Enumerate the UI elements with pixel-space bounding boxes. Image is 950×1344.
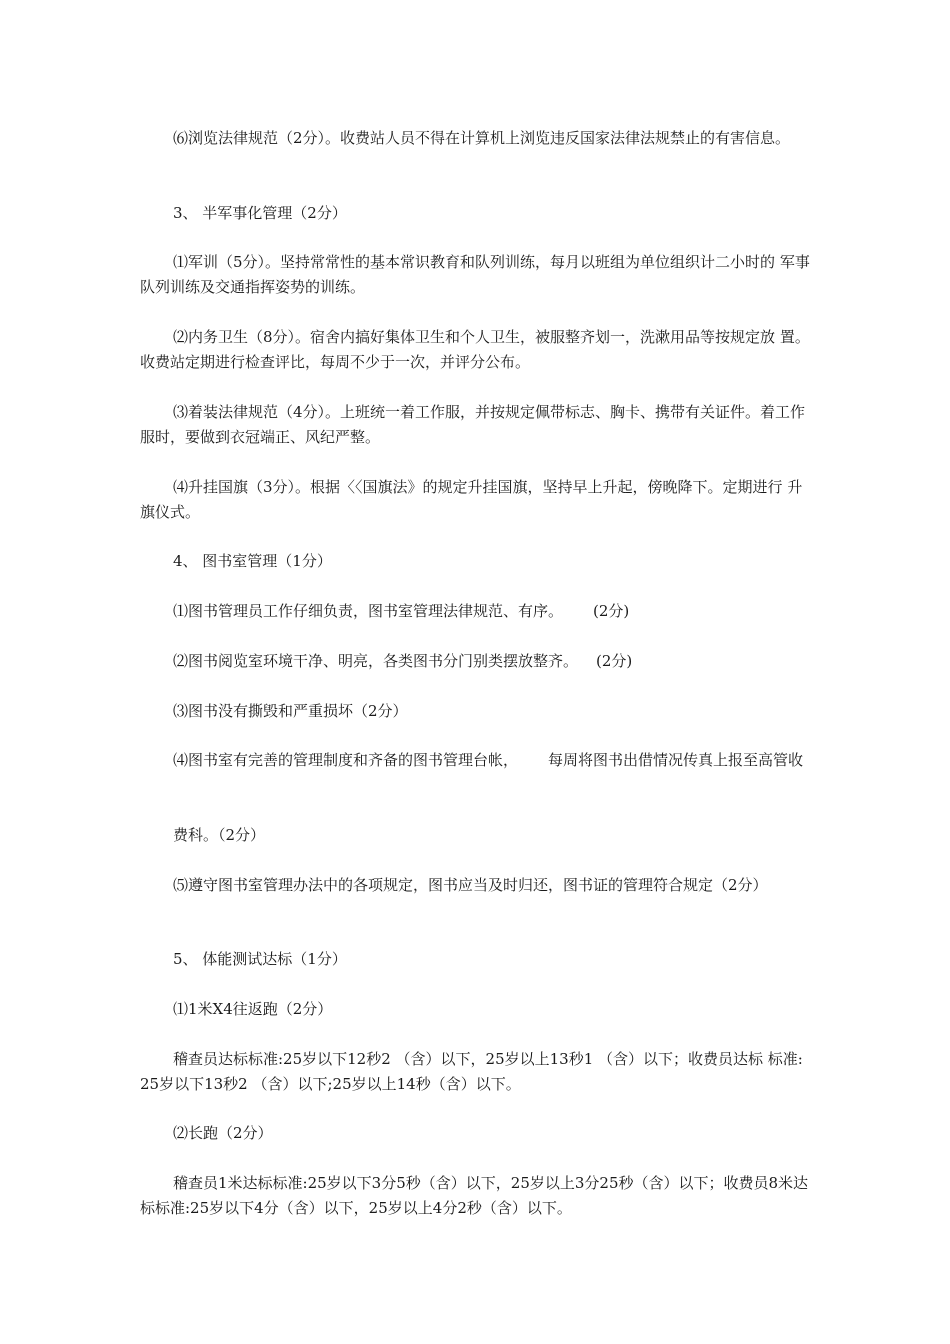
paragraph-text: ⑵内务卫生（8分）。宿舍内搞好集体卫生和个人卫生，被服整齐划一，洗漱用品等按规定放 置。收费站定期进行检查评比，每周不少于一次，并评分公布。 [140,328,810,371]
paragraph-browsing-regulation [140,126,812,151]
paragraph-text: 稽查员达标标准:25岁以下12秒2 （含）以下，25岁以上13秒1 （含）以下；收费员达标 标准:25岁以下13秒2 （含）以下;25岁以上14秒（含）以下。 [140,1050,803,1093]
heading-text: 3、 半军事化管理（2分） [173,204,347,222]
paragraph-text: ⑵图书阅览室环境干净、明亮，各类图书分门别类摆放整齐。 [173,652,579,670]
paragraph-library-manager [140,599,812,624]
paragraph-text: 稽查员1米达标标准:25岁以下3分5秒（含）以下，25岁以上3分25秒（含）以下；收费员8米达标标准:25岁以下4分（含）以下，25岁以上4分2秒（含）以下。 [140,1174,809,1217]
section-heading-military-management [140,201,812,226]
paragraph-flag-raising [140,475,812,525]
paragraph-library-system-tail [140,823,812,848]
paragraph-text: ⑵长跑（2分） [173,1124,273,1142]
paragraph-text: ⑷升挂国旗（3分）。根据〈〈国旗法》的规定升挂国旗，坚持早上升起，傍晚降下。定期进行 升旗仪式。 [140,478,803,521]
heading-text: 5、 体能测试达标（1分） [173,950,347,968]
paragraph-dress-code [140,400,812,450]
paragraph-text: ⑸遵守图书室管理办法中的各项规定，图书应当及时归还，图书证的管理符合规定（2分） [173,876,768,894]
paragraph-text: ⑹浏览法律规范（2分）。收费站人员不得在计算机上浏览违反国家法律法规禁止的有害信息。 [173,129,791,147]
section-heading-fitness [140,947,812,972]
paragraph-long-run-standard [140,1171,812,1221]
heading-text: 4、 图书室管理（1分） [173,552,332,570]
paragraph-shuttle-run [140,997,812,1022]
paragraph-shuttle-run-standard [140,1047,812,1097]
paragraph-text: ⑴军训（5分）。坚持常常性的基本常识教育和队列训练，每月以班组为单位组织计二小时的 军事队列训练及交通指挥姿势的训练。 [140,253,810,296]
paragraph-text-continued: 每周将图书出借情况传真上报至高管收 [548,751,804,769]
score-text: (2分) [593,602,630,620]
paragraph-library-system [140,748,812,773]
paragraph-text: ⑴图书管理员工作仔细负责，图书室管理法律规范、有序。 [173,602,564,620]
paragraph-library-rules [140,873,812,898]
score-text: (2分) [596,652,633,670]
paragraph-text: ⑴1米X4往返跑（2分） [173,1000,333,1018]
paragraph-text: ⑷图书室有完善的管理制度和齐备的图书管理台帐， [173,751,519,769]
paragraph-text: ⑶着装法律规范（4分）。上班统一着工作服，并按规定佩带标志、胸卡、携带有关证件。着工作 服时，要做到衣冠端正、风纪严整。 [140,403,806,446]
paragraph-text: ⑶图书没有撕毁和严重损坏（2分） [173,702,408,720]
section-heading-library [140,549,812,574]
paragraph-reading-room [140,649,812,674]
paragraph-text: 费科。（2分） [173,826,266,844]
paragraph-long-run [140,1121,812,1146]
document-page [140,0,812,1344]
paragraph-military-training [140,250,812,300]
paragraph-book-damage [140,699,812,724]
paragraph-housekeeping [140,325,812,375]
